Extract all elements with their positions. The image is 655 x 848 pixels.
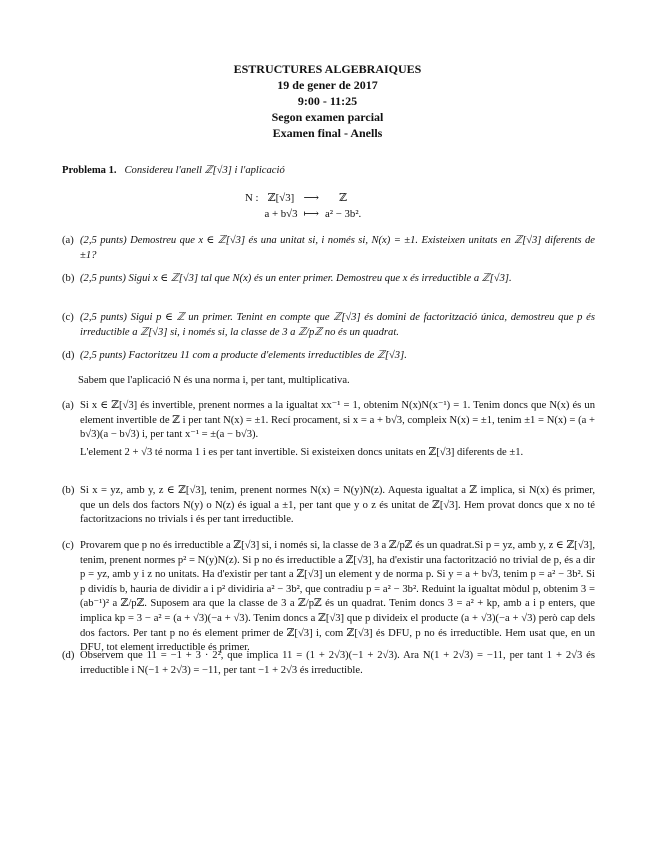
- exam-header: [0, 61, 655, 141]
- solution-intro: Sabem que l'aplicació N és una norma i, per tant, multiplicativa.: [78, 375, 350, 386]
- part-c: [62, 311, 595, 340]
- part-a: [62, 234, 595, 263]
- part-a-label: (a): [62, 235, 74, 246]
- exam-type-1: Segon examen parcial: [271, 110, 384, 124]
- part-a-text: (2,5 punts) Demostreu que x ∈ ℤ[√3] és una unitat si, i només si, N(x) = ±1. Existeixen unitats en ℤ[√3] diferents de ±1?: [80, 235, 595, 261]
- solution-a: [62, 399, 595, 460]
- problem-intro: Considereu l'anell ℤ[√3] i l'aplicació: [124, 165, 285, 176]
- solution-b-label: (b): [62, 485, 75, 496]
- solution-b: [62, 484, 595, 528]
- part-d-label: (d): [62, 350, 75, 361]
- map-arrow: ⟶: [303, 192, 319, 204]
- part-b-label: (b): [62, 273, 75, 284]
- solution-c: [62, 539, 595, 656]
- map-element: a + b√3: [264, 208, 298, 220]
- solution-d: [62, 649, 595, 678]
- map-name: N :: [245, 192, 259, 204]
- solution-a-text: Si x ∈ ℤ[√3] és invertible, prenent normes a la igualtat xx⁻¹ = 1, obtenim N(x)N(x⁻¹) = 1. Tenim doncs que N(x) és un element invertible de ℤ i per tant N(x) = ±1. Recí procament, si x = a + b√3, compleix N(x) = ±1, tenim ±1 = N(x) = (a + b√3)(a − b√3) i, per tant x⁻¹ = ±(a − b√3).: [80, 400, 595, 441]
- norm-map: [245, 190, 367, 222]
- solution-a-label: (a): [62, 400, 74, 411]
- exam-date: 19 de gener de 2017: [277, 78, 378, 92]
- part-b-text: (2,5 punts) Sigui x ∈ ℤ[√3] tal que N(x) és un enter primer. Demostreu que x és irreductible a ℤ[√3].: [80, 273, 512, 284]
- map-mapsto: ⟼: [303, 208, 319, 220]
- map-domain: ℤ[√3]: [267, 192, 295, 204]
- part-d: [62, 349, 595, 364]
- solution-d-label: (d): [62, 650, 75, 661]
- problem-statement: [62, 164, 595, 179]
- solution-b-text: Si x = yz, amb y, z ∈ ℤ[√3], tenim, prenent normes N(x) = N(y)N(z). Aquesta igualtat a ℤ implica, si N(x) és primer, que un dels dos factors N(y) o N(z) és igual a ±1, per tant que y o z és unitat de ℤ[√3]. Hem provat doncs que x no té factoritzacions no trivials i és per tant irreductible.: [80, 485, 595, 526]
- map-codomain: ℤ: [339, 192, 348, 204]
- part-c-label: (c): [62, 312, 74, 323]
- solution-c-label: (c): [62, 540, 74, 551]
- solution-d-text: Observem que 11 = −1 + 3 · 2², que implica 11 = (1 + 2√3)(−1 + 2√3). Ara N(1 + 2√3) = −11, per tant 1 + 2√3 és irreductible i N(−1 + 2√3) = −11, per tant −1 + 2√3 és irreductible.: [80, 650, 595, 676]
- problem-label: Problema 1.: [62, 165, 117, 176]
- part-d-text: (2,5 punts) Factoritzeu 11 com a producte d'elements irreductibles de ℤ[√3].: [80, 350, 407, 361]
- course-title: ESTRUCTURES ALGEBRAIQUES: [233, 62, 422, 76]
- part-c-text: (2,5 punts) Sigui p ∈ ℤ un primer. Tenint en compte que ℤ[√3] és domini de factorització única, demostreu que p és irreductible a ℤ[√3] si, i només si, la classe de 3 a ℤ/pℤ no és un quadrat.: [80, 312, 595, 338]
- solution-c-text: Provarem que p no és irreductible a ℤ[√3] si, i només si, la classe de 3 a ℤ/pℤ és un quadrat.Si p = yz, amb y, z ∈ ℤ[√3], tenim, prenent normes p² = N(y)N(z). Si p no és irreductible a ℤ[√3], ha d'existir una factorització no trivial de p, és a dir p = yz, amb y i z no unitats. Ha d'existir per tant a ℤ[√3] un element y de norma p. Si y = a + b√3, tenim p = a² − 3b². Si p dividís b, hauria de dividir a i p² dividiria a² − 3b², que contradiu p = a² − 3b². Reduint la igualtat mòdul p, obtenim 3 = (ab⁻¹)² a ℤ/pℤ. Suposem ara que la classe de 3 a ℤ/pℤ és un quadrat. Tenim doncs 3 = a² + kp, amb a i p enters, que implica kp = 3 − a² = (a + √3)(−a + √3). Tenim doncs a ℤ[√3] que p divideix el producte (a + √3)(−a + √3) però cap dels dos factors. Per tant p no és element primer de ℤ[√3] i, com ℤ[√3] és DFU, p no és irreductible. Hem usat que, en un DFU, tot element irreductible és primer.: [80, 540, 595, 654]
- solution-a-extra: L'element 2 + √3 té norma 1 i es per tant invertible. Si existeixen doncs unitats en ℤ[√3] diferents de ±1.: [80, 446, 524, 458]
- exam-type-2: Examen final - Anells: [272, 126, 383, 140]
- part-b: [62, 272, 595, 287]
- exam-time: 9:00 - 11:25: [297, 94, 358, 108]
- map-image: a² − 3b².: [325, 208, 362, 220]
